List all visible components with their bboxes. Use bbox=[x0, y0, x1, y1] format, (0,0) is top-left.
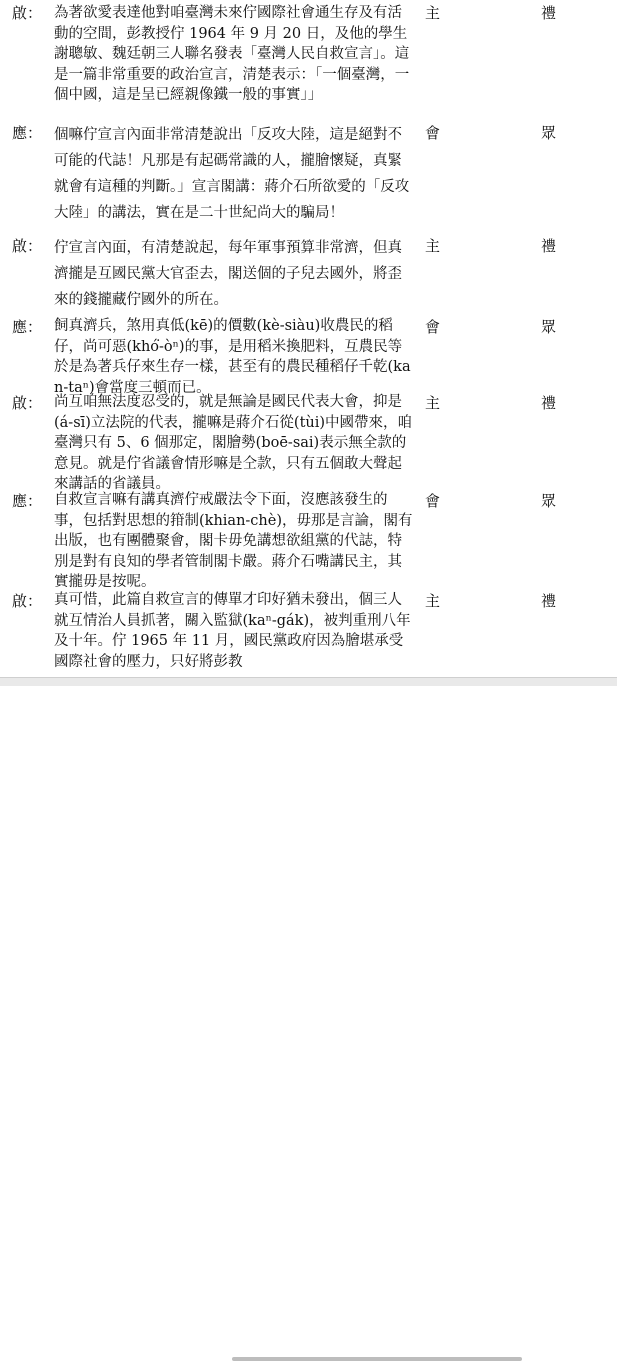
role-tag-primary: 主 bbox=[425, 237, 441, 255]
role-tag-primary: 會 bbox=[425, 318, 441, 336]
role-tag-primary: 會 bbox=[425, 492, 441, 510]
role-tag-primary: 會 bbox=[425, 124, 441, 142]
speaker-label: 啟： bbox=[12, 4, 43, 22]
role-tag-secondary: 禮 bbox=[541, 592, 557, 610]
reading-text: 飼真濟兵，煞用真低(kē)的價數(kè-siàu)收農民的稻仔，尚可惡(khó͘-òⁿ)的事，是用稻米換肥料，互農民等於是為著兵仔來生存一樣，甚至有的農民種稻仔千乾(kan-taⁿ)會當度三頓而已。 bbox=[54, 318, 411, 396]
reading-text: 自救宣言嘛有講真濟佇戒嚴法令下面，沒應該發生的事，包括對思想的箝制(khian-chè)，毋那是言論，閣有出版，也有團體聚會，閣卡毋免講想欲組黨的代誌，特別是對有良知的學者管制閣卡嚴。蔣介石嘴講民主，其實攏毋是按呢。 bbox=[54, 492, 413, 590]
speaker-label: 啟： bbox=[12, 394, 43, 412]
speaker-label: 應： bbox=[12, 318, 43, 336]
reading-text: 真可惜，此篇自救宣言的傳單才印好猶未發出，個三人就互情治人員抓著，關入監獄(kaⁿ-gák)，被判重刑八年及十年。佇 1965 年 11 月，國民黨政府因為膾堪承受國際社會的壓力，只好將彭教 bbox=[54, 592, 411, 670]
role-tag-secondary: 禮 bbox=[541, 237, 557, 255]
role-tag-primary: 主 bbox=[425, 592, 441, 610]
speaker-label: 應： bbox=[12, 124, 43, 142]
role-tag-secondary: 禮 bbox=[541, 394, 557, 412]
reading-text: 為著欲愛表達他對咱臺灣未來佇國際社會通生存及有活動的空間，彭教授佇 1964 年 9 月 20 日，及他的學生謝聰敏、魏廷朝三人聯名發表「臺灣人民自救宣言」。這是一篇非常重要的政治宣言，清楚表示：「一個臺灣，一個中國，這是呈已經親像鐵一般的事實」」 bbox=[54, 5, 410, 103]
role-tag-secondary: 眾 bbox=[541, 492, 557, 510]
role-tag-primary: 主 bbox=[425, 394, 441, 412]
scrollbar-thumb[interactable] bbox=[232, 1357, 522, 1361]
role-tag-secondary: 眾 bbox=[541, 124, 557, 142]
reading-text: 個嘛佇宣言內面非常清楚說出「反攻大陸，這是絕對不可能的代誌！凡那是有起碼常識的人，攏膾懷疑，真緊就會有這種的判斷。」宣言閣講：蔣介石所欲愛的「反攻大陸」的講法，實在是二十世紀尚大的騙局！ bbox=[54, 127, 410, 221]
speaker-label: 啟： bbox=[12, 237, 43, 255]
speaker-label: 啟： bbox=[12, 592, 43, 610]
reading-text: 佇宣言內面，有清楚說起，每年軍事預算非常濟，但真濟攏是互國民黨大官歪去，閣送個的子兒去國外，將歪來的錢攏藏佇國外的所在。 bbox=[54, 240, 402, 308]
reading-text: 尚互咱無法度忍受的，就是無論是國民代表大會，抑是(á-sī)立法院的代表，攏嘛是蔣介石從(tùi)中國帶來，咱臺灣只有 5、6 個那定，閣膾勢(boē-sai)表示無全款的意見。就是佇省議會情形嘛是仝款，只有五個敢大聲起來講話的省議員。 bbox=[54, 394, 413, 492]
speaker-label: 應： bbox=[12, 492, 43, 510]
role-tag-primary: 主 bbox=[425, 4, 441, 22]
role-tag-secondary: 眾 bbox=[541, 318, 557, 336]
role-tag-secondary: 禮 bbox=[541, 4, 557, 22]
